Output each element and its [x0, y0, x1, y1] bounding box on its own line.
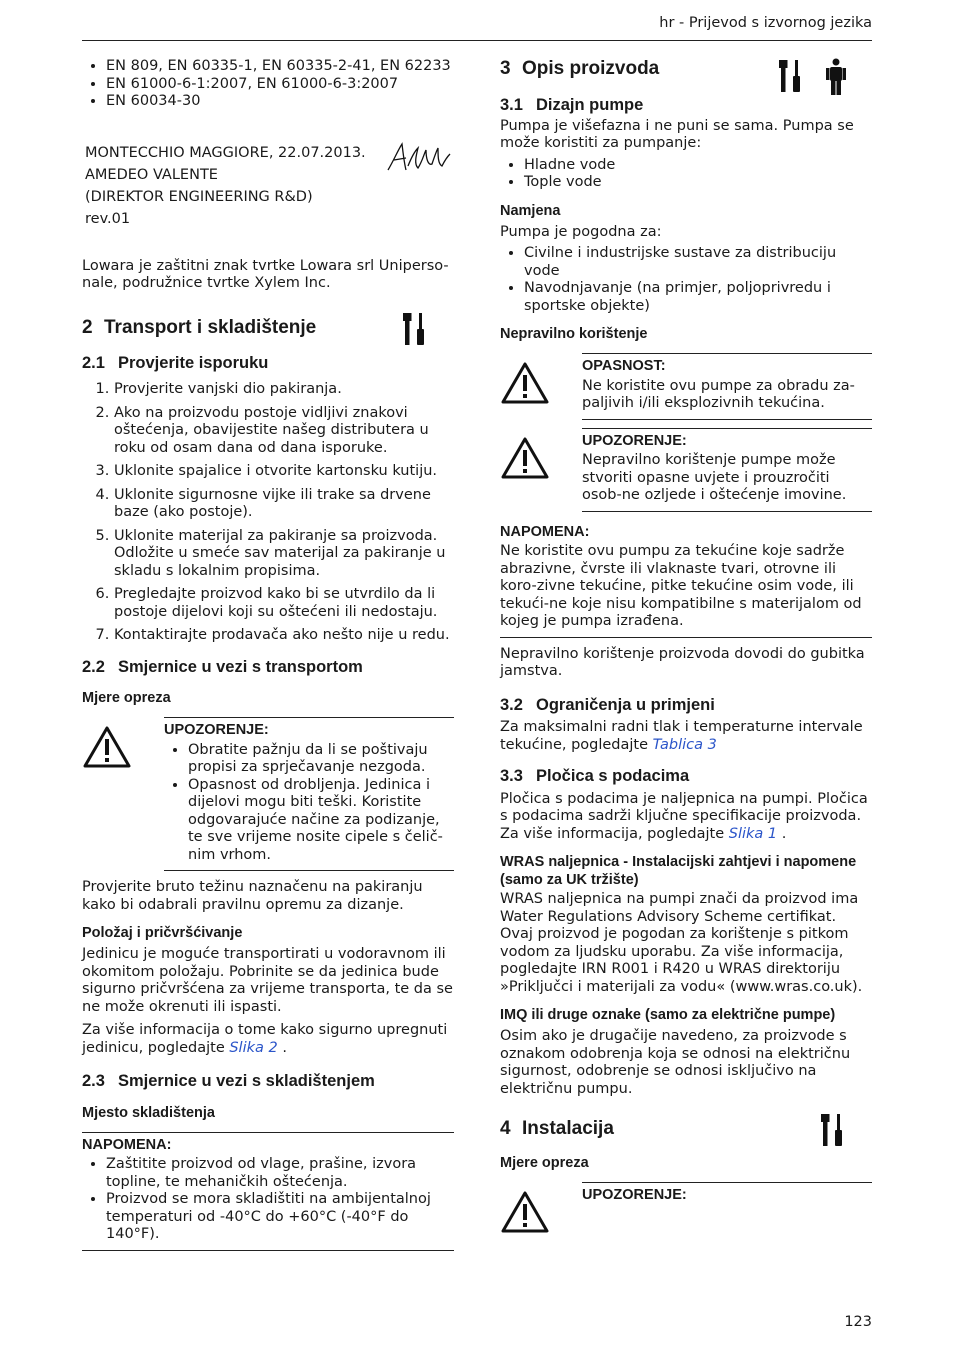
- box-bottom-rule: [82, 1250, 454, 1251]
- note-box: [500, 524, 872, 638]
- section-number: 3.1: [500, 96, 523, 114]
- section-title: Dizajn pumpe: [536, 96, 644, 114]
- page-number: 123: [844, 1314, 872, 1330]
- section-2-1-heading: [82, 353, 454, 374]
- box-top-rule: [82, 1132, 454, 1133]
- tools-icon: [820, 1112, 846, 1148]
- warning-title: UPOZORENJE:: [582, 432, 687, 449]
- list-item: • Obratite pažnju da li se poštivaju propisi za sprječavanje nezgoda.: [188, 742, 454, 777]
- more-info-suffix: .: [282, 1039, 287, 1056]
- list-item: • Civilne i industrijske sustave za distribuciju vode: [524, 245, 872, 280]
- danger-text: Ne koristite ovu pumpe za obradu za-paljivih i/ili eksplozivnih tekućina.: [582, 377, 855, 411]
- note-title: NAPOMENA:: [82, 1136, 172, 1153]
- list-item: 2. Ako na proizvodu postoje vidljivi znakovi oštećenja, obavijestite našeg distributera u roku od osam dana od dana isporuke.: [114, 405, 454, 458]
- sign-place-date: MONTECCHIO MAGGIORE, 22.07.2013.: [85, 144, 366, 161]
- section-2-heading: [82, 317, 454, 339]
- section-number: 2.3: [82, 1072, 105, 1090]
- table-3-link[interactable]: Tablica 3: [652, 736, 717, 753]
- warning-box: [164, 717, 454, 871]
- box-top-rule: [582, 428, 872, 429]
- trademark-text: Lowara je zaštitni znak tvrtke Lowara srl Uniperso-nale, podružnice tvrtke Xylem Inc.: [82, 257, 449, 291]
- list-item: 3. Uklonite spajalice i otvorite kartonsku kutiju.: [114, 463, 454, 481]
- limits-prefix: Za maksimalni radni tlak i temperaturne intervale tekućine, pogledajte: [500, 719, 863, 753]
- section-4-heading: [500, 1118, 872, 1140]
- section-2-2-heading: [82, 657, 454, 678]
- wras-text: WRAS naljepnica na pumpi znači da proizvod ima Water Regulations Advisory Scheme certifikat. Ovaj proizvod je pogodan za korištenje s pitkom vodom za ljudsku uporabu. Za više informacija, pogledajte IRN R001 i R420 u WRAS direktoriju »Priključci i materijali za vodu« (www.wras.co.uk).: [500, 891, 863, 995]
- list-item: • Zaštitite proizvod od vlage, prašine, izvora topline, te mehaničkih oštećenja.: [106, 1156, 454, 1191]
- header-rule: [82, 40, 872, 41]
- warning-triangle-icon: [82, 725, 132, 769]
- list-item: 4. Uklonite sigurnosne vijke ili trake sa drvene baze (ako postoje).: [114, 487, 454, 522]
- subsection-title: Nepravilno korištenje: [500, 326, 648, 342]
- section-title: Opis proizvoda: [522, 58, 660, 79]
- section-number: 2.1: [82, 353, 105, 372]
- section-title: Pločica s podacima: [536, 767, 690, 785]
- nameplate-suffix: .: [781, 825, 787, 842]
- warning-title: UPOZORENJE:: [582, 1187, 687, 1203]
- list-item: • Tople vode: [524, 174, 872, 192]
- subsection-title: Mjesto skladištenja: [82, 1104, 215, 1121]
- section-title: Transport i skladištenje: [104, 316, 317, 338]
- list-item: 5. Uklonite materijal za pakiranje sa proizvoda. Odložite u smeće sav materijal za pakiranje u skladu s lokalnim propisima.: [114, 528, 454, 581]
- section-3-1-heading: [500, 95, 872, 116]
- sign-revision: rev.01: [85, 210, 131, 227]
- section-number: 2: [82, 316, 93, 338]
- list-item: • Proizvod se mora skladištiti na ambijentalnoj temperaturi od -40°C do +60°C (-40°F do 140°F).: [106, 1191, 454, 1244]
- section-2-3-heading: [82, 1071, 454, 1092]
- section-title: Instalacija: [522, 1118, 614, 1139]
- tools-icon: [402, 311, 428, 347]
- sign-role: (DIREKTOR ENGINEERING R&D): [85, 188, 313, 205]
- subsection-title: Položaj i pričvršćivanje: [82, 925, 243, 941]
- subsection-title: Mjere opreza: [500, 1155, 589, 1171]
- nameplate-text: [500, 791, 872, 844]
- section-number: 2.2: [82, 657, 105, 676]
- section-title: Provjerite isporuku: [118, 353, 269, 372]
- subsection-title: Namjena: [500, 202, 561, 219]
- note-box: [82, 1132, 454, 1251]
- note-title: NAPOMENA:: [500, 523, 590, 540]
- imq-title: IMQ ili druge oznake (samo za električne pumpe): [500, 1007, 836, 1023]
- list-item: • Navodnjavanje (na primjer, poljoprivredu i sportske objekte): [524, 280, 872, 315]
- weight-note: Provjerite bruto težinu naznačenu na pakiranju kako bi odabrali pravilnu opremu za dizanje.: [82, 879, 423, 913]
- section-3-3-heading: [500, 766, 872, 787]
- note-list: [82, 1156, 454, 1244]
- signature-image: [384, 140, 454, 174]
- section-number: 3.3: [500, 767, 523, 785]
- list-item: 1. Provjerite vanjski dio pakiranja.: [114, 381, 454, 399]
- tools-icon: [778, 58, 804, 94]
- limits-text: [500, 719, 872, 754]
- standards-list: [82, 58, 454, 111]
- warning-text: Nepravilno korištenje pumpe može stvoriti opasne uvjete i prouzročiti osob-ne ozljede i oštećenje imovine.: [582, 452, 847, 503]
- section-3-heading: [500, 58, 872, 80]
- signature-block: [82, 142, 454, 230]
- box-bottom-rule: [164, 870, 454, 871]
- position-text: Jedinicu je moguće transportirati u vodoravnom ili okomitom položaju. Pobrinite se da jedinica bude sigurno pričvršćena za vrijeme transporta, te da se ne može okrenuti ili ispasti.: [82, 946, 453, 1015]
- box-bottom-rule: [582, 419, 872, 420]
- warning-triangle-icon: [500, 436, 550, 480]
- warning-triangle-icon: [500, 361, 550, 405]
- section-title: Smjernice u vezi s skladištenjem: [118, 1072, 375, 1090]
- inspection-steps: [82, 381, 454, 645]
- box-top-rule: [582, 1182, 872, 1183]
- warning-box: [582, 1182, 872, 1205]
- wras-title: WRAS naljepnica - Instalacijski zahtjevi i napomene (samo za UK tržište): [500, 854, 857, 888]
- figure-1-link[interactable]: Slika 1: [728, 825, 778, 842]
- warranty-text: Nepravilno korištenje proizvoda dovodi do gubitka jamstva.: [500, 645, 865, 679]
- danger-title: OPASNOST:: [582, 358, 666, 374]
- purpose-text: Pumpa je pogodna za:: [500, 223, 662, 240]
- more-info-text: [82, 1022, 454, 1057]
- list-item: • EN 809, EN 60335-1, EN 60335-2-41, EN 62233: [106, 58, 454, 76]
- list-item: 6. Pregledajte proizvod kako bi se utvrdilo da li postoje dijelovi koji su oštećeni ili nedostaju.: [114, 586, 454, 621]
- list-item: • EN 60034-30: [106, 93, 454, 111]
- section-number: 4: [500, 1118, 511, 1139]
- list-item: • EN 61000-6-1:2007, EN 61000-6-3:2007: [106, 76, 454, 94]
- box-top-rule: [164, 717, 454, 718]
- imq-text: Osim ako je drugačije navedeno, za proizvode s oznakom odobrenja koja se odnosi na električnu sigurnost, odobrenje se odnosi isključivo na električnu pumpu.: [500, 1028, 851, 1097]
- pump-design-text: Pumpa je višefazna i ne puni se sama. Pumpa se može koristiti za pumpanje:: [500, 117, 854, 151]
- warning-triangle-icon: [500, 1190, 550, 1234]
- subsection-title: Mjere opreza: [82, 690, 171, 706]
- person-icon: [824, 58, 848, 96]
- figure-2-link[interactable]: Slika 2: [229, 1039, 278, 1056]
- section-number: 3.2: [500, 695, 523, 714]
- nameplate-prefix: Pločica s podacima je naljepnica na pumpi. Pločica s podacima sadrži ključne specifikacije proizvoda. Za više informacija, pogledajte: [500, 790, 868, 842]
- box-bottom-rule: [500, 637, 872, 638]
- warning-box: [582, 428, 872, 512]
- box-top-rule: [582, 353, 872, 354]
- section-title: Smjernice u vezi s transportom: [118, 657, 363, 676]
- warning-list: [164, 742, 454, 865]
- sign-name: AMEDEO VALENTE: [85, 166, 218, 183]
- list-item: 7. Kontaktirajte prodavača ako nešto nije u redu.: [114, 627, 454, 645]
- purpose-list: [500, 245, 872, 315]
- section-number: 3: [500, 58, 511, 79]
- danger-box: [582, 353, 872, 420]
- left-column: [82, 58, 454, 1251]
- list-item: • Opasnost od drobljenja. Jedinica i dijelovi mogu biti teški. Koristite odgovarajuće načine za podizanje, te sve vrijeme nosite cipele s čelič-nim vrhom.: [188, 777, 454, 865]
- right-column: [500, 58, 872, 1205]
- warning-title: UPOZORENJE:: [164, 722, 269, 738]
- section-3-2-heading: [500, 695, 872, 716]
- note-text: Ne koristite ovu pumpu za tekućine koje sadrže abrazivne, čvrste ili vlaknaste tvari, otrovne ili koro-zivne tekućine, pitke tekućine osim vode, ili tekući-ne koje nisu kompatibilne s materijalom od kojeg je pumpa izrađena.: [500, 543, 862, 629]
- page-header: hr - Prijevod s izvornog jezika: [659, 15, 872, 31]
- pump-media-list: [500, 157, 872, 192]
- box-bottom-rule: [582, 511, 872, 512]
- more-info-prefix: Za više informacija o tome kako sigurno upregnuti jedinicu, pogledajte: [82, 1022, 448, 1056]
- section-title: Ograničenja u primjeni: [536, 695, 715, 714]
- list-item: • Hladne vode: [524, 157, 872, 175]
